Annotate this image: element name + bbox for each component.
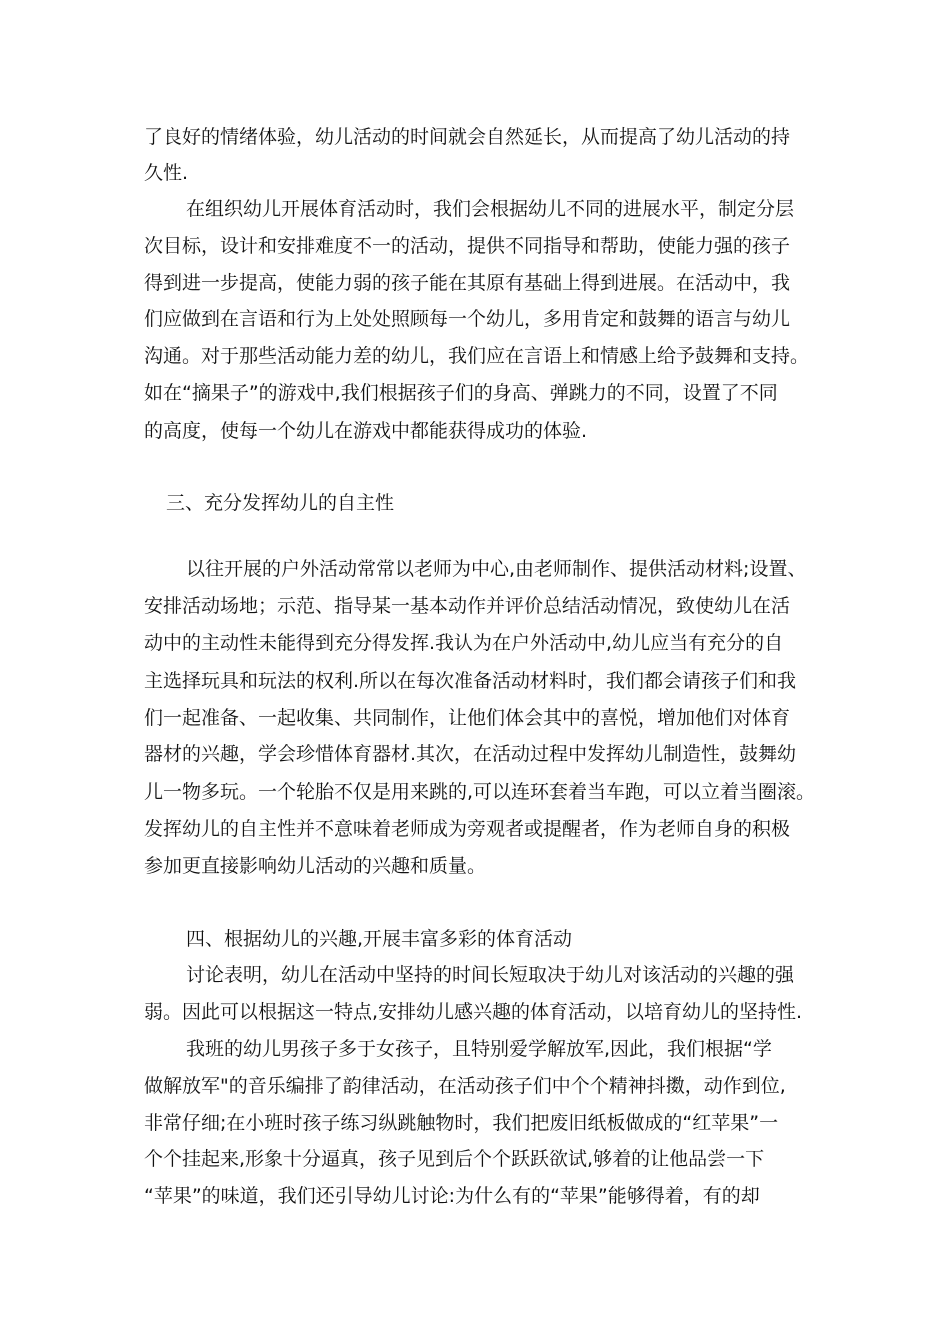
- text-line: 参加更直接影响幼儿活动的兴趣和质量。: [144, 855, 487, 877]
- text-line: 们一起准备、一起收集、共同制作，让他们体会其中的喜悦，增加他们对体育: [144, 707, 791, 729]
- text-line: 的高度，使每一个幼儿在游戏中都能获得成功的体验.: [144, 420, 588, 442]
- text-line: 如在“摘果子”的游戏中,我们根据孩子们的身高、弹跳力的不同，设置了不同: [144, 382, 778, 404]
- text-line: 我班的幼儿男孩子多于女孩子，且特别爱学解放军,因此，我们根据“学: [186, 1038, 772, 1060]
- text-line: 得到进一步提高，使能力弱的孩子能在其原有基础上得到进展。在活动中，我: [144, 272, 791, 294]
- text-line: 发挥幼儿的自主性并不意味着老师成为旁观者或提醒者，作为老师自身的积极: [144, 818, 791, 840]
- text-line: 安排活动场地；示范、指导某一基本动作并评价总结活动情况，致使幼儿在活: [144, 595, 791, 617]
- text-line: 以往开展的户外活动常常以老师为中心,由老师制作、提供活动材料;设置、: [186, 558, 807, 580]
- text-line: 们应做到在言语和行为上处处照顾每一个幼儿，多用肯定和鼓舞的语言与幼儿: [144, 308, 791, 330]
- text-line: 器材的兴趣，学会珍惜体育器材.其次，在活动过程中发挥幼儿制造性，鼓舞幼: [144, 743, 797, 765]
- text-line: 弱。因此可以根据这一特点,安排幼儿感兴趣的体育活动，以培育幼儿的坚持性.: [144, 1001, 803, 1023]
- text-line: 主选择玩具和玩法的权利.所以在每次准备活动材料时，我们都会请孩子们和我: [144, 670, 797, 692]
- text-line: 了良好的情绪体验，幼儿活动的时间就会自然延长，从而提高了幼儿活动的持: [144, 126, 791, 148]
- text-line: 儿一物多玩。一个轮胎不仅是用来跳的,可以连环套着当车跑，可以立着当圈滚。: [144, 781, 816, 803]
- section-heading: 三、充分发挥幼儿的自主性: [166, 492, 395, 514]
- text-line: 久性.: [144, 162, 189, 184]
- section-heading: 四、根据幼儿的兴趣,开展丰富多彩的体育活动: [186, 928, 573, 950]
- text-line: 非常仔细;在小班时孩子练习纵跳触物时，我们把废旧纸板做成的“红苹果”一: [144, 1112, 779, 1134]
- text-line: 个个挂起来,形象十分逼真，孩子见到后个个跃跃欲试,够着的让他品尝一下: [144, 1148, 765, 1170]
- text-line: 沟通。对于那些活动能力差的幼儿，我们应在言语上和情感上给予鼓舞和支持。: [144, 345, 810, 367]
- text-line: 在组织幼儿开展体育活动时，我们会根据幼儿不同的进展水平，制定分层: [186, 198, 795, 220]
- text-line: “苹果”的味道，我们还引导幼儿讨论:为什么有的“苹果”能够得着，有的却: [144, 1185, 760, 1207]
- text-line: 做解放军"的音乐编排了韵律活动，在活动孩子们中个个精神抖擞，动作到位,: [144, 1075, 786, 1097]
- text-line: 次目标，设计和安排难度不一的活动，提供不同指导和帮助，使能力强的孩子: [144, 235, 791, 257]
- text-line: 讨论表明，幼儿在活动中坚持的时间长短取决于幼儿对该活动的兴趣的强: [186, 964, 795, 986]
- text-line: 动中的主动性未能得到充分得发挥.我认为在户外活动中,幼儿应当有充分的自: [144, 632, 784, 654]
